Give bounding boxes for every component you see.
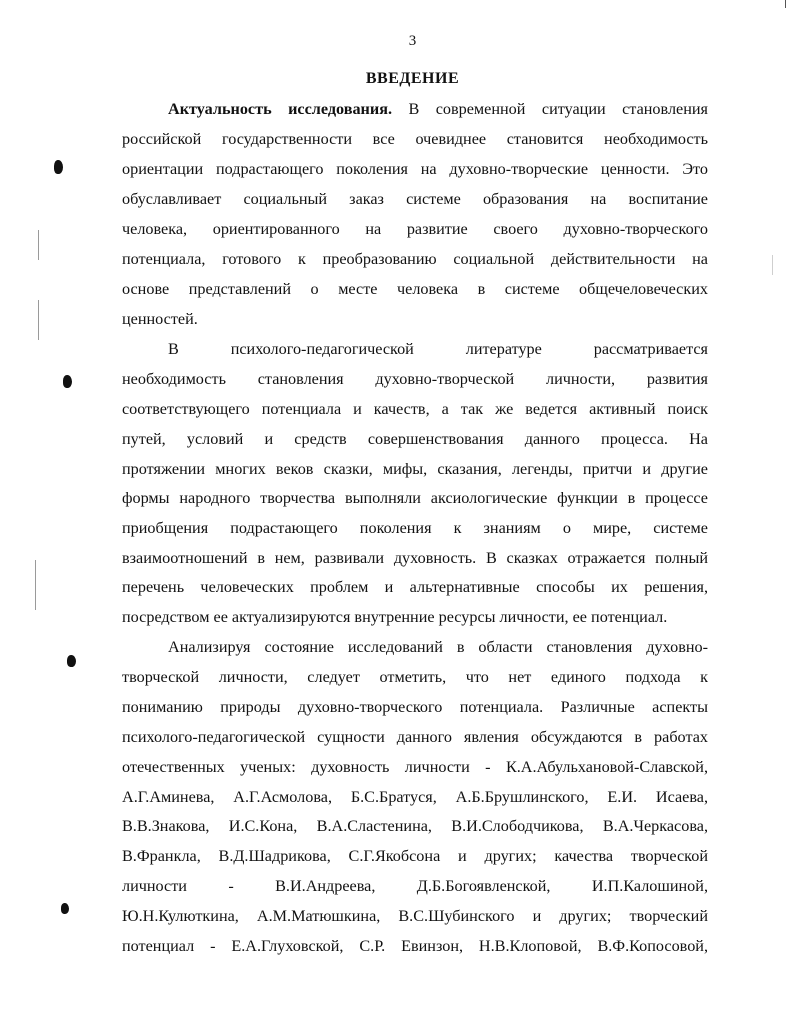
- paragraph-line: взаимоотношений в нем, развивали духовность. В сказках отражается полный: [122, 549, 708, 567]
- paragraph-line: обуславливает социальный заказ системе образования на воспитание: [122, 190, 708, 208]
- paragraph-line: основе представлений о месте человека в системе общечеловеческих: [122, 280, 708, 298]
- scan-edge-line: [772, 255, 773, 275]
- scan-edge-line: [38, 230, 39, 260]
- paragraph-line: перечень человеческих проблем и альтернативные способы их решения,: [122, 578, 708, 596]
- paragraph-line: А.Г.Аминева, А.Г.Асмолова, Б.С.Братуся, А.Б.Брушлинского, Е.И. Исаева,: [122, 788, 708, 806]
- paragraph-line: необходимость становления духовно-творческой личности, развития: [122, 370, 708, 388]
- paragraph-line: В.Франкла, В.Д.Шадрикова, С.Г.Якобсона и других; качества творческой: [122, 847, 708, 865]
- paragraph-line: соответствующего потенциала и качеств, а так же ведется активный поиск: [122, 400, 708, 418]
- paragraph-line: личности - В.И.Андреева, Д.Б.Богоявленской, И.П.Калошиной,: [122, 877, 708, 895]
- scan-edge-line: [35, 560, 36, 610]
- paragraph-line: человека, ориентированного на развитие своего духовно-творческого: [122, 220, 708, 238]
- paragraph-line: протяжении многих веков сказки, мифы, сказания, легенды, притчи и другие: [122, 460, 708, 478]
- scan-hole-mark: [54, 160, 63, 174]
- paragraph-line: формы народного творчества выполняли аксиологические функции в процессе: [122, 489, 708, 507]
- paragraph-line: Анализируя состояние исследований в области становления духовно-: [168, 638, 708, 656]
- paragraph-line: пониманию природы духовно-творческого потенциала. Различные аспекты: [122, 698, 708, 716]
- paragraph-line: потенциала, готового к преобразованию социальной действительности на: [122, 250, 708, 268]
- scan-edge-line: [38, 300, 39, 340]
- paragraph-line: приобщения подрастающего поколения к знаниям о мире, системе: [122, 519, 708, 537]
- paragraph-line: В.В.Знакова, И.С.Кона, В.А.Сластенина, В.И.Слободчикова, В.А.Черкасова,: [122, 817, 708, 835]
- scan-hole-mark: [63, 375, 72, 388]
- lead-bold-text: Актуальность исследования.: [168, 100, 393, 118]
- scan-edge-line: [785, 0, 786, 8]
- paragraph-line: отечественных ученых: духовность личности - К.А.Абульхановой-Славской,: [122, 758, 708, 776]
- paragraph-line: Актуальность исследования. В современной ситуации становления: [168, 100, 708, 118]
- section-heading: ВВЕДЕНИЕ: [365, 70, 460, 87]
- paragraph-line: ценностей.: [122, 310, 198, 328]
- paragraph-line: путей, условий и средств совершенствования данного процесса. На: [122, 430, 708, 448]
- page-number: 3: [408, 33, 417, 49]
- paragraph-line: российской государственности все очевиднее становится необходимость: [122, 130, 708, 148]
- paragraph-line: В психолого-педагогической литературе рассматривается: [168, 340, 708, 358]
- scan-hole-mark: [61, 903, 69, 914]
- paragraph-line: психолого-педагогической сущности данного явления обсуждаются в работах: [122, 728, 708, 746]
- paragraph-line: посредством ее актуализируются внутренние ресурсы личности, ее потенциал.: [122, 608, 668, 626]
- paragraph-line: ориентации подрастающего поколения на духовно-творческие ценности. Это: [122, 160, 708, 178]
- paragraph-line: потенциал - Е.А.Глуховской, С.Р. Евинзон, Н.В.Клоповой, В.Ф.Копосовой,: [122, 937, 708, 955]
- paragraph-line: творческой личности, следует отметить, что нет единого подхода к: [122, 668, 708, 686]
- paragraph-line: Ю.Н.Кулюткина, А.М.Матюшкина, В.С.Шубинского и других; творческий: [122, 907, 708, 925]
- scan-hole-mark: [67, 655, 76, 667]
